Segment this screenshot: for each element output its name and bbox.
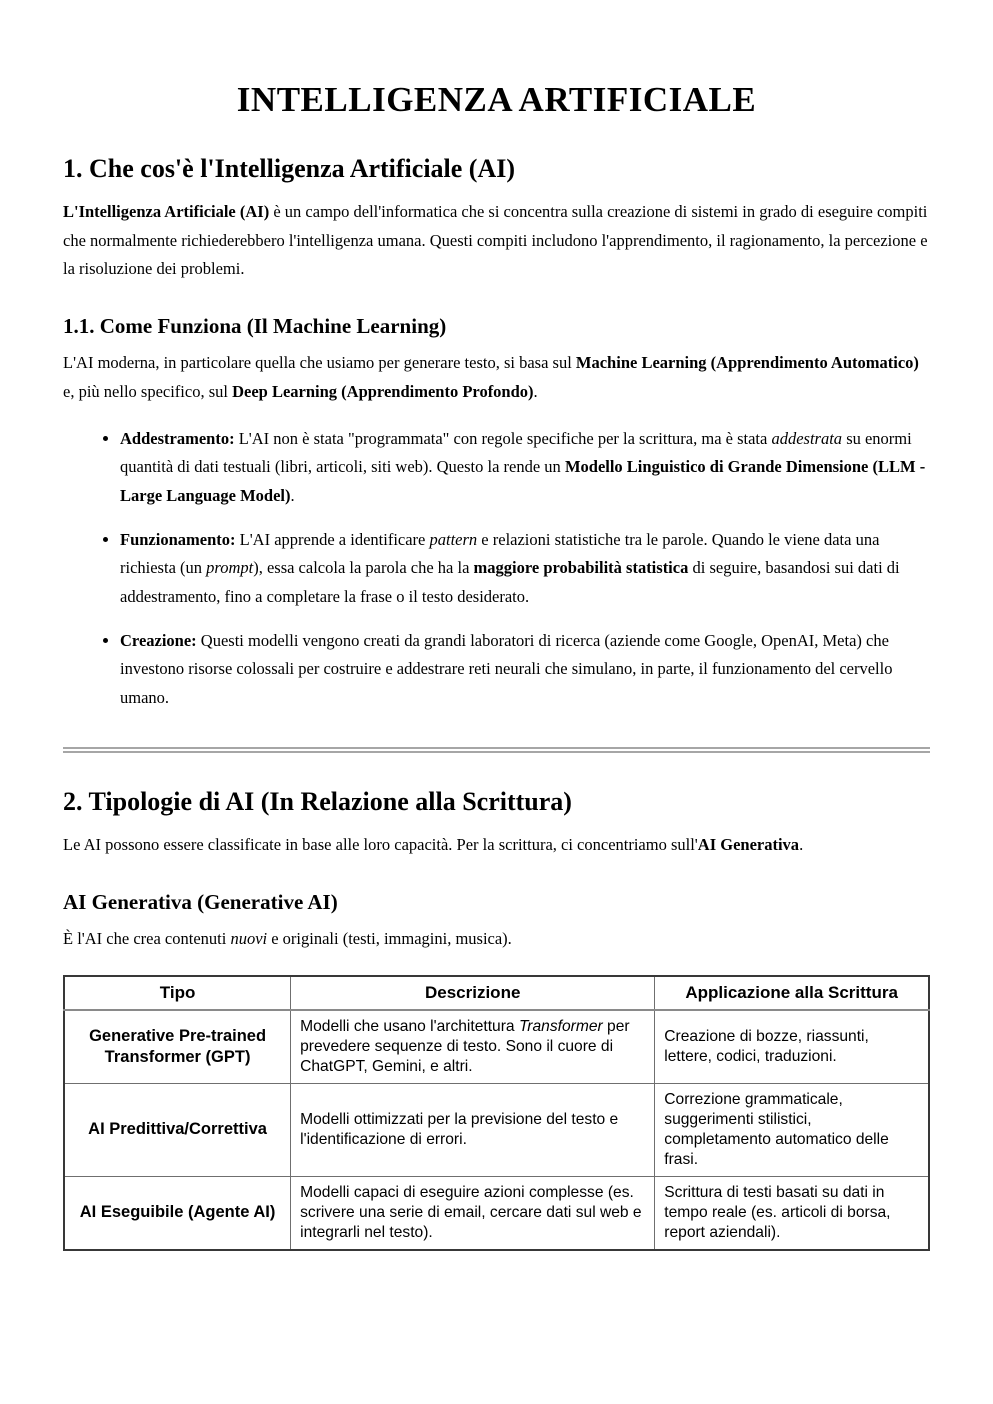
generative-ai-heading: AI Generativa (Generative AI) xyxy=(63,889,338,914)
table-header-applicazione: Applicazione alla Scrittura xyxy=(655,976,929,1010)
cell-tipo: AI Eseguibile (Agente AI) xyxy=(64,1176,291,1249)
page-title: INTELLIGENZA ARTIFICIALE xyxy=(236,80,757,119)
cell-applicazione: Creazione di bozze, riassunti, lettere, codici, traduzioni. xyxy=(655,1010,929,1083)
table-header-tipo: Tipo xyxy=(64,976,291,1010)
bullet-item-addestramento: • Addestramento: L'AI non è stata "programmata" con regole specifiche per la scrittura, ma è stata addestrata su enormi quantità di dati testuali (libri, articoli, siti web). Questo la rende un Modello Linguistico di Grande Dimensione (LLM - Large Language Model). xyxy=(120,425,930,511)
table-row-gpt xyxy=(64,1010,929,1083)
cell-applicazione: Correzione grammaticale, suggerimenti stilistici, completamento automatico delle frasi. xyxy=(655,1084,929,1177)
bullet-item-creazione: • Creazione: Questi modelli vengono creati da grandi laboratori di ricerca (aziende come Google, OpenAI, Meta) che investono risorse colossali per costruire e addestrare reti neurali che simulano, in parte, il funzionamento del cervello umano. xyxy=(120,627,930,713)
section-2-intro-paragraph: Le AI possono essere classificate in base alle loro capacità. Per la scrittura, ci concentriamo sull'AI Generativa. xyxy=(63,834,804,854)
cell-tipo: AI Predittiva/Correttiva xyxy=(64,1084,291,1177)
table-row-eseguibile xyxy=(64,1176,929,1249)
section-1-heading: 1. Che cos'è l'Intelligenza Artificiale (AI) xyxy=(63,154,516,183)
table-row-predittiva xyxy=(64,1084,929,1177)
table-header-row xyxy=(64,976,929,1010)
section-1-1-intro-paragraph: L'AI moderna, in particolare quella che usiamo per generare testo, si basa sul Machine Learning (Apprendimento Automatico) e, più nello specifico, sul Deep Learning (Apprendimento Profondo). xyxy=(63,353,919,401)
section-1-intro-paragraph: L'Intelligenza Artificiale (AI) è un campo dell'informatica che si concentra sulla creazione di sistemi in grado di eseguire compiti che normalmente richiederebbero l'intelligenza umana. Questi compiti includono l'apprendimento, il ragionamento, la percezione e la risoluzione dei problemi. xyxy=(63,202,928,279)
generative-ai-intro-paragraph: È l'AI che crea contenuti nuovi e originali (testi, immagini, musica). xyxy=(63,928,512,948)
table-header-descrizione: Descrizione xyxy=(291,976,655,1010)
cell-descrizione: Modelli che usano l'architettura Transformer per prevedere sequenze di testo. Sono il cuore di ChatGPT, Gemini, e altri. xyxy=(291,1010,655,1083)
cell-applicazione: Scrittura di testi basati su dati in tempo reale (es. articoli di borsa, report aziendali). xyxy=(655,1176,929,1249)
cell-tipo: Generative Pre-trained Transformer (GPT) xyxy=(64,1010,291,1083)
cell-descrizione: Modelli ottimizzati per la previsione del testo e l'identificazione di errori. xyxy=(291,1084,655,1177)
cell-descrizione: Modelli capaci di eseguire azioni complesse (es. scrivere una serie di email, cercare dati sul web e integrarli nel testo). xyxy=(291,1176,655,1249)
section-2-heading: 2. Tipologie di AI (In Relazione alla Scrittura) xyxy=(63,786,572,816)
ai-types-table xyxy=(63,975,930,1251)
section-1-1-heading: 1.1. Come Funziona (Il Machine Learning) xyxy=(63,314,447,339)
bullet-item-funzionamento: • Funzionamento: L'AI apprende a identificare pattern e relazioni statistiche tra le parole. Quando le viene data una richiesta (un prompt), essa calcola la parola che ha la maggiore probabilità statistica di seguire, basandosi sui dati di addestramento, fino a completare la frase o il testo desiderato. xyxy=(120,526,930,612)
section-divider xyxy=(63,747,930,753)
machine-learning-bullet-list xyxy=(63,425,930,713)
